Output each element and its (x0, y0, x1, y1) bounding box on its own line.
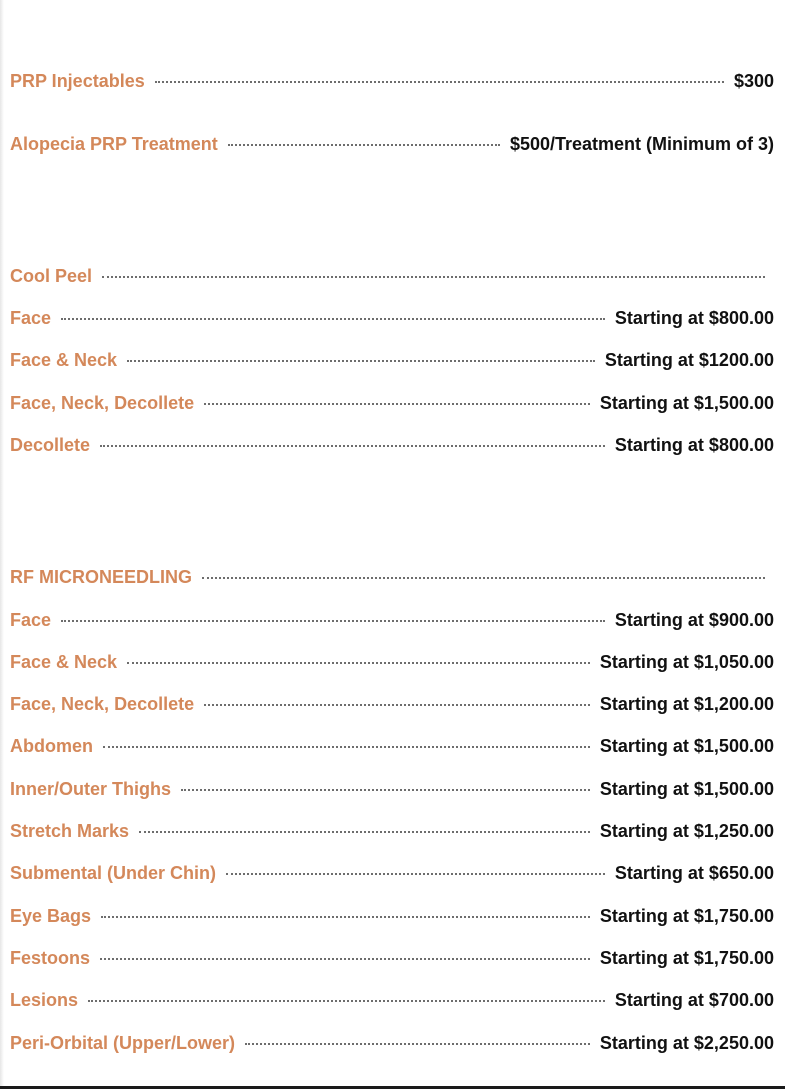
page-left-edge (0, 0, 4, 1089)
price-row (10, 693, 774, 715)
dotted-leader (181, 789, 590, 791)
service-label: Festoons (10, 948, 91, 968)
price-row (10, 349, 774, 371)
price-row (10, 651, 774, 673)
service-label: PRP Injectables (10, 71, 145, 91)
service-price: Starting at $1,500.00 (599, 779, 774, 799)
price-row (10, 392, 774, 414)
service-label: Face & Neck (10, 652, 118, 672)
service-label: Face & Neck (10, 350, 118, 370)
price-row (10, 862, 774, 884)
price-row (10, 1032, 774, 1054)
service-label: Inner/Outer Thighs (10, 779, 172, 799)
service-price: Starting at $800.00 (614, 308, 774, 328)
dotted-leader (61, 318, 605, 320)
section-heading-label: RF MICRONEEDLING (10, 567, 192, 587)
price-row (10, 989, 774, 1011)
section-heading-label: Cool Peel (10, 266, 93, 286)
service-price: Starting at $1,500.00 (599, 736, 774, 756)
service-label: Decollete (10, 435, 91, 455)
service-label: Alopecia PRP Treatment (10, 134, 218, 154)
price-row (10, 735, 774, 757)
service-label: Peri-Orbital (Upper/Lower) (10, 1033, 236, 1053)
service-price: Starting at $1,750.00 (599, 906, 774, 926)
service-label: Lesions (10, 990, 79, 1010)
service-price: $500/Treatment (Minimum of 3) (509, 134, 774, 154)
service-label: Eye Bags (10, 906, 92, 926)
price-row (10, 307, 774, 329)
service-label: Face, Neck, Decollete (10, 393, 195, 413)
dotted-leader (102, 276, 765, 278)
service-label: Face (10, 308, 52, 328)
service-price: Starting at $1,200.00 (599, 694, 774, 714)
service-price: $300 (733, 71, 774, 91)
dotted-leader (226, 873, 605, 875)
service-price: Starting at $1,500.00 (599, 393, 774, 413)
service-label: Face (10, 610, 52, 630)
service-price: Starting at $1,050.00 (599, 652, 774, 672)
dotted-leader (155, 81, 724, 83)
price-row (10, 609, 774, 631)
dotted-leader (100, 958, 590, 960)
dotted-leader (127, 662, 590, 664)
service-price: Starting at $800.00 (614, 435, 774, 455)
price-row (10, 778, 774, 800)
service-label: Stretch Marks (10, 821, 130, 841)
dotted-leader (100, 445, 605, 447)
dotted-leader (202, 577, 765, 579)
price-row-prp-injectables (10, 70, 774, 92)
service-price: Starting at $1,250.00 (599, 821, 774, 841)
section-heading-cool-peel (10, 265, 765, 287)
service-label: Face, Neck, Decollete (10, 694, 195, 714)
service-label: Submental (Under Chin) (10, 863, 216, 883)
dotted-leader (204, 403, 590, 405)
service-price: Starting at $2,250.00 (599, 1033, 774, 1053)
dotted-leader (228, 144, 500, 146)
dotted-leader (101, 916, 590, 918)
section-heading-rf-microneedling (10, 566, 765, 588)
service-price: Starting at $700.00 (614, 990, 774, 1010)
dotted-leader (88, 1000, 605, 1002)
service-label: Abdomen (10, 736, 93, 756)
service-price: Starting at $650.00 (614, 863, 774, 883)
dotted-leader (61, 620, 605, 622)
price-row-alopecia-prp (10, 133, 774, 155)
dotted-leader (245, 1043, 590, 1045)
dotted-leader (127, 360, 595, 362)
service-price: Starting at $1200.00 (604, 350, 774, 370)
dotted-leader (204, 704, 590, 706)
service-price: Starting at $1,750.00 (599, 948, 774, 968)
price-row (10, 947, 774, 969)
price-row (10, 434, 774, 456)
dotted-leader (139, 831, 590, 833)
price-row (10, 820, 774, 842)
price-row (10, 905, 774, 927)
dotted-leader (103, 746, 590, 748)
service-price: Starting at $900.00 (614, 610, 774, 630)
